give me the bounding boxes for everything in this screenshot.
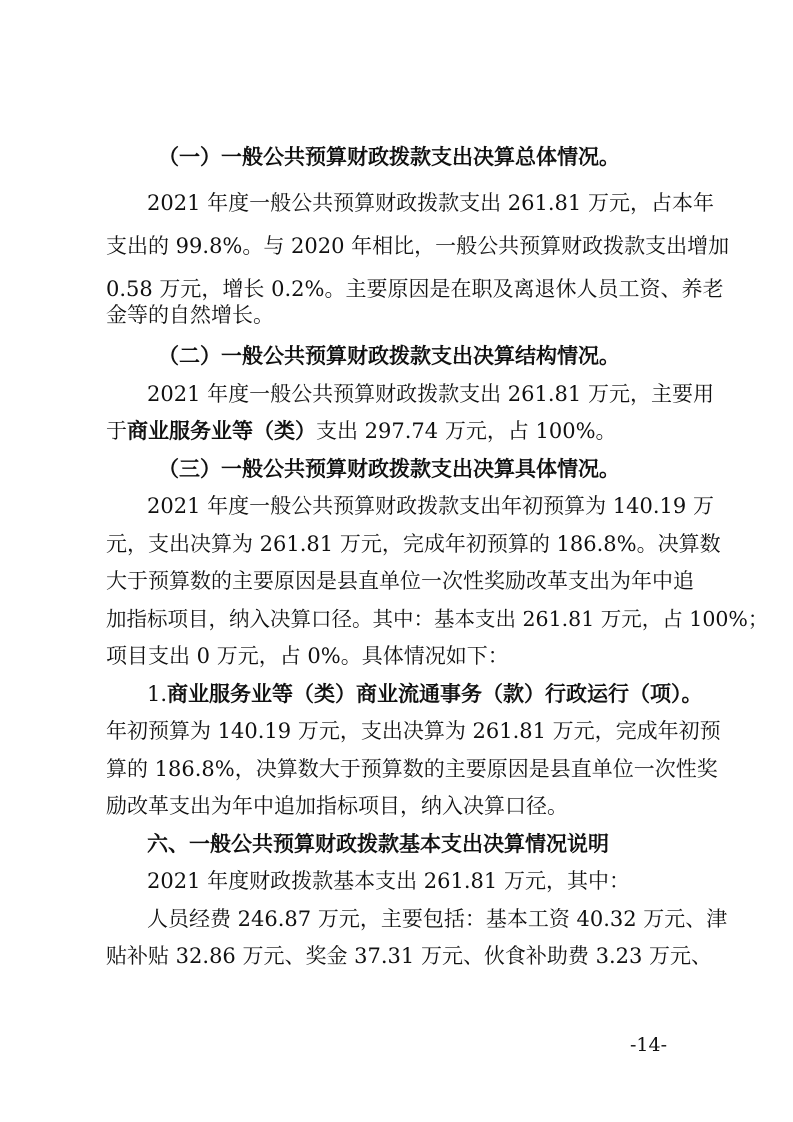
paragraph-line: 加指标项目，纳入决算口径。其中：基本支出 261.81 万元，占 100%； — [106, 607, 769, 631]
paragraph-line: 贴补贴 32.86 万元、奖金 37.31 万元、伙食补助费 3.23 万元、 — [106, 944, 713, 968]
paragraph-line — [106, 416, 617, 446]
heading-overall: （一）一般公共预算财政拨款支出决算总体情况。 — [158, 145, 620, 169]
text-suffix: 支出 297.74 万元，占 100%。 — [316, 419, 617, 443]
paragraph-line: 2021 年度一般公共预算财政拨款支出 261.81 万元，主要用 — [147, 382, 714, 406]
heading-structure: （二）一般公共预算财政拨款支出决算结构情况。 — [158, 344, 620, 368]
text-prefix: 于 — [106, 419, 127, 443]
list-item-title — [147, 679, 703, 709]
paragraph-line: 元，支出决算为 261.81 万元，完成年初预算的 186.8%。决算数 — [106, 532, 721, 556]
paragraph-line: 支出的 99.8%。与 2020 年相比，一般公共预算财政拨款支出增加 — [106, 234, 730, 258]
paragraph-line: 2021 年度财政拨款基本支出 261.81 万元，其中： — [147, 869, 630, 893]
paragraph-line: 项目支出 0 万元，占 0%。具体情况如下： — [106, 644, 509, 668]
paragraph-line: 2021 年度一般公共预算财政拨款支出年初预算为 140.19 万 — [147, 494, 714, 518]
paragraph-line: 人员经费 246.87 万元，主要包括：基本工资 40.32 万元、津 — [147, 907, 728, 931]
heading-detail: （三）一般公共预算财政拨款支出决算具体情况。 — [158, 457, 620, 481]
paragraph-line: 2021 年度一般公共预算财政拨款支出 261.81 万元，占本年 — [147, 191, 714, 215]
category-bold-text: 商业服务业等（类） — [127, 419, 316, 443]
paragraph-line: 年初预算为 140.19 万元，支出决算为 261.81 万元，完成年初预 — [106, 719, 721, 743]
paragraph-line: 算的 186.8%，决算数大于预算数的主要原因是县直单位一次性奖 — [106, 757, 718, 781]
page-number: -14- — [630, 1034, 668, 1056]
paragraph-line: 大于预算数的主要原因是县直单位一次性奖励改革支出为年中追 — [106, 569, 694, 593]
paragraph-line: 金等的自然增长。 — [106, 303, 274, 327]
list-item-number: 1. — [147, 682, 168, 706]
paragraph-line: 0.58 万元，增长 0.2%。主要原因是在职及离退休人员工资、养老 — [106, 277, 724, 301]
section-6-title: 六、一般公共预算财政拨款基本支出决算情况说明 — [147, 832, 609, 856]
list-item-bold-title: 商业服务业等（类）商业流通事务（款）行政运行（项）。 — [167, 682, 703, 706]
paragraph-line: 励改革支出为年中追加指标项目，纳入决算口径。 — [106, 794, 568, 818]
